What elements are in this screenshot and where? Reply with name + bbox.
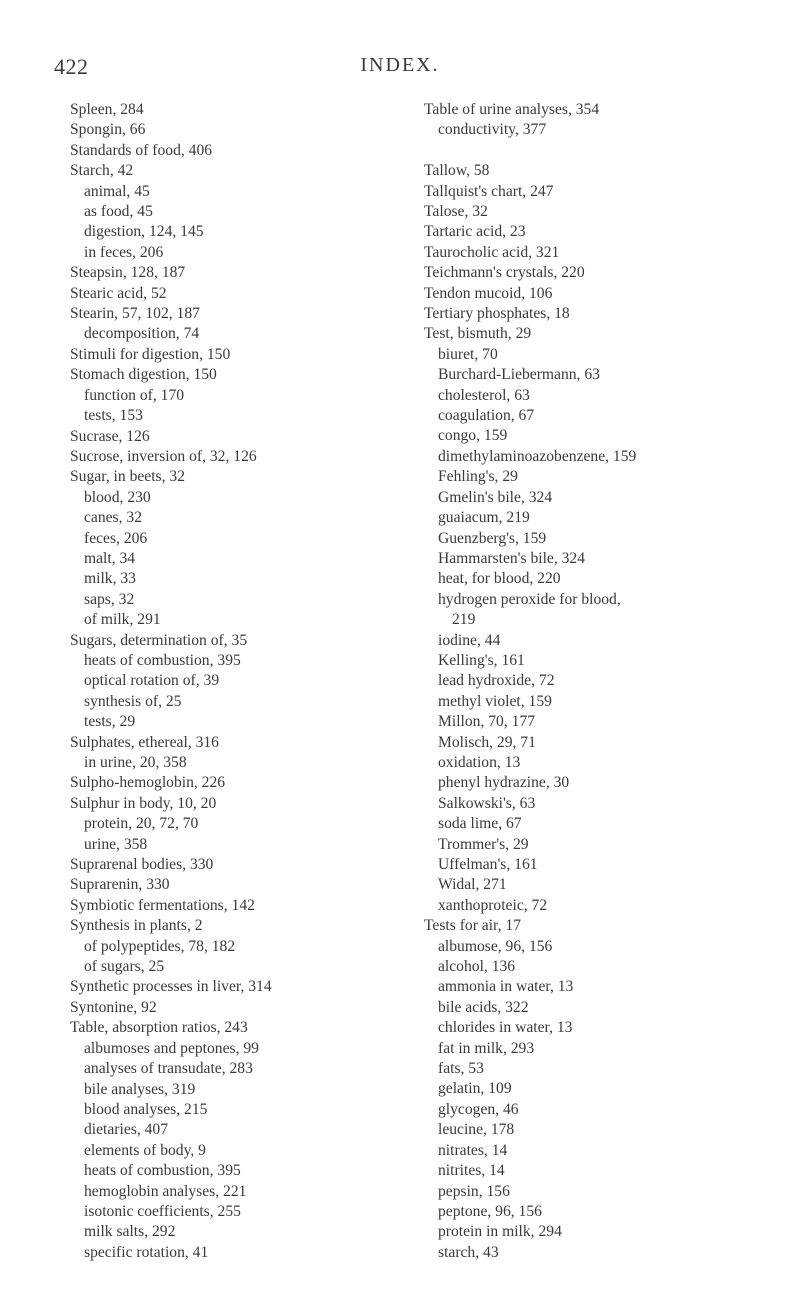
index-subentry: nitrates, 14 bbox=[438, 1141, 508, 1159]
index-column-right bbox=[424, 100, 784, 1263]
index-subentry: biuret, 70 bbox=[438, 345, 498, 363]
index-subentry: milk salts, 292 bbox=[84, 1223, 176, 1241]
index-subentry: Gmelin's bile, 324 bbox=[438, 488, 553, 506]
index-subentry: tests, 153 bbox=[84, 407, 143, 425]
index-subentry: hydrogen peroxide for blood, bbox=[438, 590, 621, 608]
index-subentry: of sugars, 25 bbox=[84, 958, 165, 976]
index-entry: Talose, 32 bbox=[424, 203, 488, 221]
index-entry: Tertiary phosphates, 18 bbox=[424, 305, 570, 323]
index-subentry: Fehling's, 29 bbox=[438, 468, 518, 486]
index-subentry: dimethylaminoazobenzene, 159 bbox=[438, 447, 637, 465]
index-subentry: fats, 53 bbox=[438, 1060, 484, 1078]
index-entry: Synthetic processes in liver, 314 bbox=[70, 978, 272, 996]
index-subentry: protein in milk, 294 bbox=[438, 1223, 562, 1241]
index-subentry: congo, 159 bbox=[438, 427, 508, 445]
index-subentry: phenyl hydrazine, 30 bbox=[438, 774, 570, 792]
index-subentry: canes, 32 bbox=[84, 509, 143, 527]
index-subentry: milk, 33 bbox=[84, 570, 136, 588]
index-subentry: optical rotation of, 39 bbox=[84, 672, 220, 690]
index-subentry: urine, 358 bbox=[84, 835, 148, 853]
index-subentry: feces, 206 bbox=[84, 529, 148, 547]
index-subentry: bile acids, 322 bbox=[438, 998, 529, 1016]
index-subentry: peptone, 96, 156 bbox=[438, 1202, 542, 1220]
index-entry: Sugars, determination of, 35 bbox=[70, 631, 248, 649]
index-subentry: cholesterol, 63 bbox=[438, 386, 530, 404]
index-entry: Table, absorption ratios, 243 bbox=[70, 1019, 248, 1037]
index-subentry: chlorides in water, 13 bbox=[438, 1019, 573, 1037]
index-entry: Symbiotic fermentations, 142 bbox=[70, 896, 255, 914]
index-subentry: protein, 20, 72, 70 bbox=[84, 815, 199, 833]
index-subentry: conductivity, 377 bbox=[438, 121, 547, 139]
index-subentry: Burchard-Liebermann, 63 bbox=[438, 366, 600, 384]
index-subentry: dietaries, 407 bbox=[84, 1121, 169, 1139]
index-entry: Spleen, 284 bbox=[70, 101, 144, 118]
index-subentry: oxidation, 13 bbox=[438, 753, 521, 771]
index-entry: Tartaric acid, 23 bbox=[424, 223, 526, 241]
index-subentry: analyses of transudate, 283 bbox=[84, 1060, 253, 1078]
index-subentry: synthesis of, 25 bbox=[84, 692, 182, 710]
index-entry: Teichmann's crystals, 220 bbox=[424, 264, 585, 282]
index-subentry: fat in milk, 293 bbox=[438, 1039, 535, 1057]
index-subentry: hemoglobin analyses, 221 bbox=[84, 1182, 247, 1200]
index-entry: Standards of food, 406 bbox=[70, 141, 213, 159]
index-entry: Stearin, 57, 102, 187 bbox=[70, 305, 200, 323]
index-subentry: Trommer's, 29 bbox=[438, 835, 529, 853]
index-subentry: decomposition, 74 bbox=[84, 325, 200, 343]
index-subentry: heats of combustion, 395 bbox=[84, 1162, 241, 1180]
index-subentry: gelatin, 109 bbox=[438, 1080, 512, 1098]
index-subentry: Salkowski's, 63 bbox=[438, 794, 536, 812]
index-subentry: isotonic coefficients, 255 bbox=[84, 1202, 241, 1220]
index-subentry-continuation: 219 bbox=[452, 611, 476, 629]
index-subentry: Kelling's, 161 bbox=[438, 651, 525, 669]
index-entry: Suprarenal bodies, 330 bbox=[70, 856, 214, 874]
index-entry: Spongin, 66 bbox=[70, 121, 146, 139]
index-subentry: as food, 45 bbox=[84, 203, 153, 221]
index-subentry: methyl violet, 159 bbox=[438, 692, 552, 710]
index-subentry: Hammarsten's bile, 324 bbox=[438, 549, 586, 567]
index-subentry: digestion, 124, 145 bbox=[84, 223, 204, 241]
index-subentry: guaiacum, 219 bbox=[438, 509, 530, 527]
index-entry: Starch, 42 bbox=[70, 162, 134, 180]
index-subentry: albumose, 96, 156 bbox=[438, 937, 553, 955]
page-number: 422 bbox=[54, 54, 89, 79]
index-subentry: specific rotation, 41 bbox=[84, 1243, 209, 1261]
index-entry: Synthesis in plants, 2 bbox=[70, 917, 203, 935]
index-entry: Sulphur in body, 10, 20 bbox=[70, 794, 217, 812]
index-entry: Sucrase, 126 bbox=[70, 427, 150, 445]
index-subentry: heats of combustion, 395 bbox=[84, 651, 241, 669]
index-entry: Stimuli for digestion, 150 bbox=[70, 345, 231, 363]
index-entry: Sulpho-hemoglobin, 226 bbox=[70, 774, 226, 792]
index-subentry: xanthoproteic, 72 bbox=[438, 896, 548, 914]
index-subentry: glycogen, 46 bbox=[438, 1100, 519, 1118]
index-subentry: malt, 34 bbox=[84, 549, 136, 567]
index-entry: Tendon mucoid, 106 bbox=[424, 284, 553, 302]
index-subentry: Molisch, 29, 71 bbox=[438, 733, 536, 751]
index-subentry: ammonia in water, 13 bbox=[438, 978, 574, 996]
index-subentry: coagulation, 67 bbox=[438, 407, 535, 425]
index-subentry: Millon, 70, 177 bbox=[438, 713, 536, 731]
index-entry: Table of urine analyses, 354 bbox=[424, 101, 600, 118]
index-entry: Tallow, 58 bbox=[424, 162, 490, 180]
index-entry: Steapsin, 128, 187 bbox=[70, 264, 186, 282]
index-subentry: heat, for blood, 220 bbox=[438, 570, 561, 588]
index-subentry: bile analyses, 319 bbox=[84, 1080, 196, 1098]
index-subentry: saps, 32 bbox=[84, 590, 135, 608]
index-entry: Sugar, in beets, 32 bbox=[70, 468, 186, 486]
index-entry: Sulphates, ethereal, 316 bbox=[70, 733, 219, 751]
index-subentry: blood, 230 bbox=[84, 488, 151, 506]
index-entry: Syntonine, 92 bbox=[70, 998, 157, 1016]
running-title: INDEX. bbox=[360, 54, 440, 76]
entry-spacer bbox=[424, 141, 784, 161]
index-subentry: iodine, 44 bbox=[438, 631, 501, 649]
page-header bbox=[0, 54, 800, 84]
index-subentry: elements of body, 9 bbox=[84, 1141, 206, 1159]
index-subentry: soda lime, 67 bbox=[438, 815, 522, 833]
index-subentry: nitrites, 14 bbox=[438, 1162, 505, 1180]
index-entry: Tallquist's chart, 247 bbox=[424, 182, 554, 200]
index-subentry: of milk, 291 bbox=[84, 611, 161, 629]
index-subentry: animal, 45 bbox=[84, 182, 150, 200]
index-subentry: function of, 170 bbox=[84, 386, 185, 404]
index-subentry: Uffelman's, 161 bbox=[438, 856, 538, 874]
index-subentry: lead hydroxide, 72 bbox=[438, 672, 555, 690]
index-subentry: of polypeptides, 78, 182 bbox=[84, 937, 236, 955]
index-subentry: blood analyses, 215 bbox=[84, 1100, 208, 1118]
index-subentry: in urine, 20, 358 bbox=[84, 754, 187, 771]
index-subentry: alcohol, 136 bbox=[438, 958, 516, 976]
index-subentry: in feces, 206 bbox=[84, 243, 164, 261]
index-subentry: tests, 29 bbox=[84, 713, 136, 731]
index-subentry: albumoses and peptones, 99 bbox=[84, 1039, 259, 1057]
index-entry: Stearic acid, 52 bbox=[70, 284, 167, 302]
index-entry: Test, bismuth, 29 bbox=[424, 325, 532, 343]
index-entry: Stomach digestion, 150 bbox=[70, 366, 217, 384]
index-subentry: Widal, 271 bbox=[438, 876, 507, 894]
index-subentry: starch, 43 bbox=[438, 1243, 499, 1261]
index-entry: Sucrose, inversion of, 32, 126 bbox=[70, 447, 257, 465]
index-subentry: leucine, 178 bbox=[438, 1121, 515, 1139]
index-entry: Suprarenin, 330 bbox=[70, 876, 170, 894]
index-subentry: Guenzberg's, 159 bbox=[438, 529, 547, 547]
index-entry: Taurocholic acid, 321 bbox=[424, 243, 560, 261]
index-entry: Tests for air, 17 bbox=[424, 917, 522, 935]
index-column-left bbox=[70, 100, 400, 1263]
index-subentry: pepsin, 156 bbox=[438, 1182, 510, 1200]
